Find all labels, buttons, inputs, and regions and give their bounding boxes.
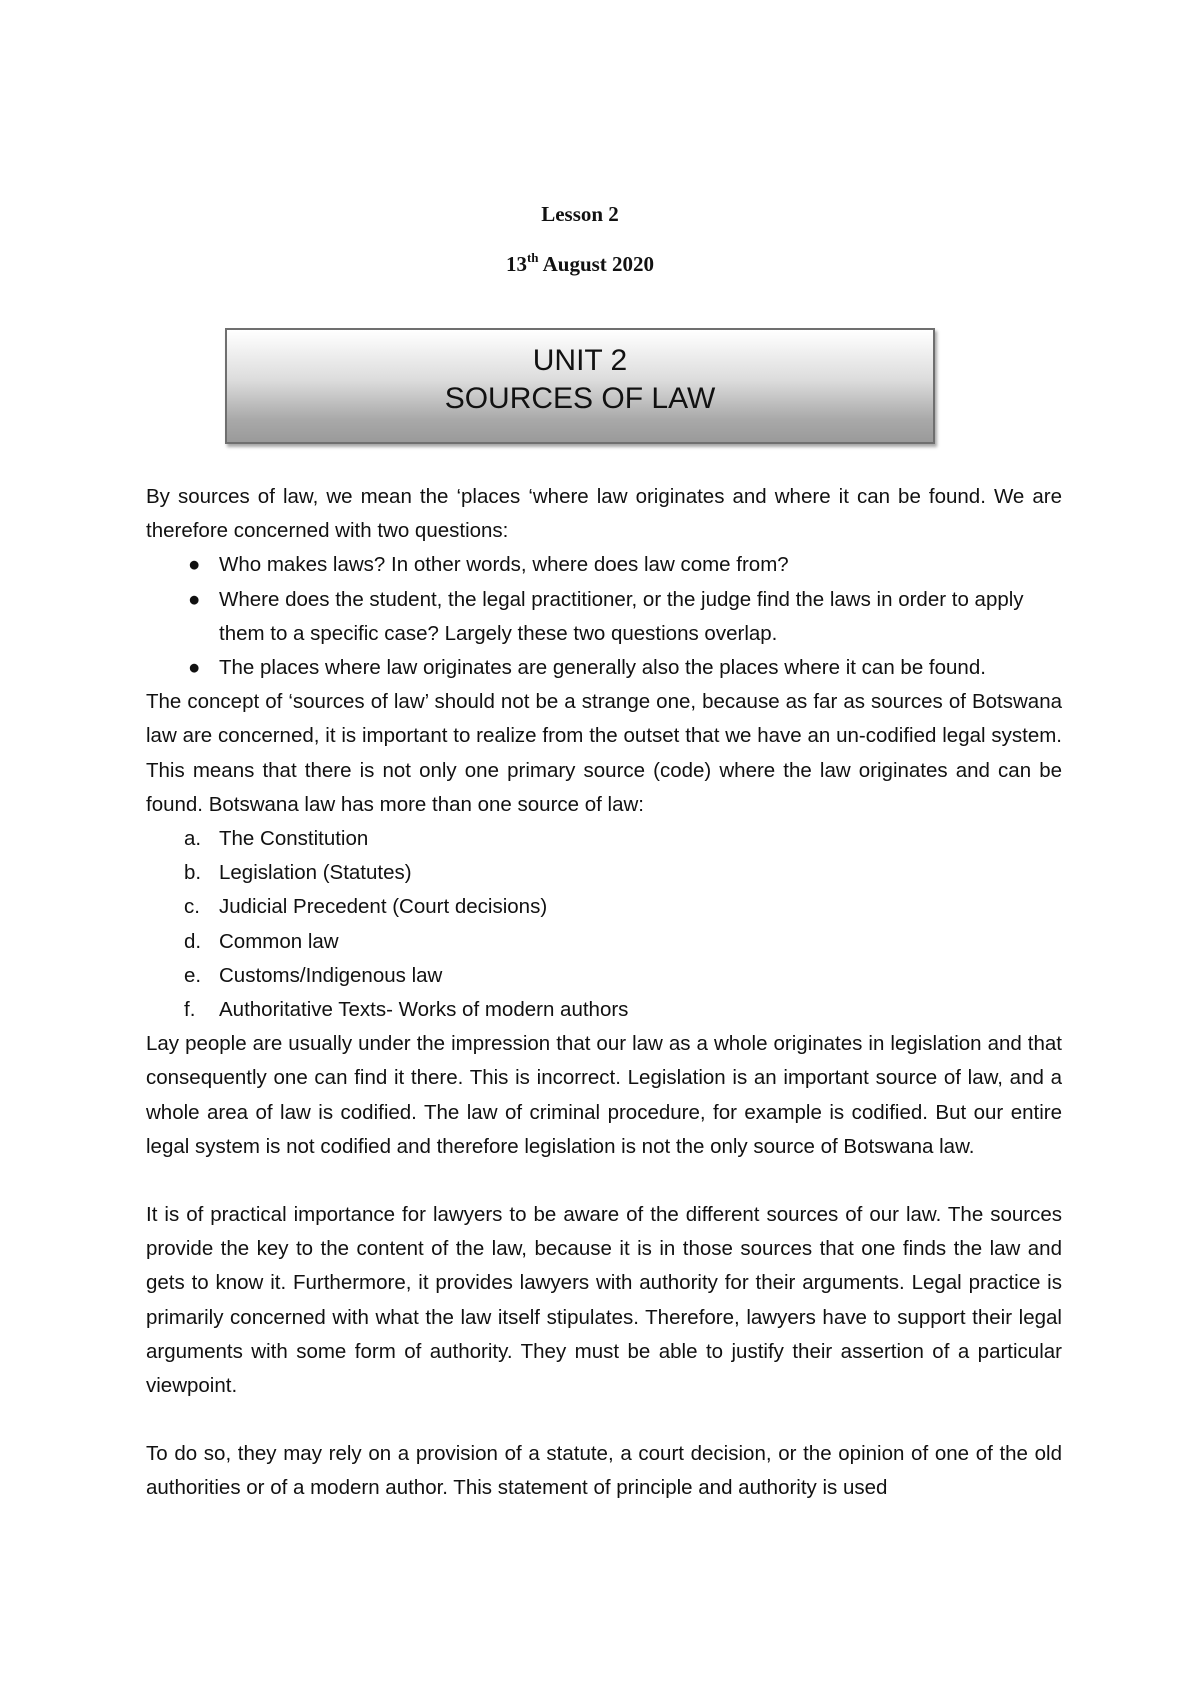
list-item [146, 583, 1062, 651]
document-body [146, 480, 1062, 1506]
concept-paragraph: The concept of ‘sources of law’ should not be a strange one, because as far as sources of Botswana law are concerned, it is important to realize from the outset that we have an un-codified legal system. This means that there is not only one primary source (code) where the law originates and can be found. Botswana law has more than one source of law: [146, 690, 1062, 816]
unit-title: SOURCES OF LAW [444, 382, 716, 415]
list-item [146, 856, 1062, 890]
unit-title-box [225, 328, 935, 444]
date-suffix: th [526, 250, 539, 265]
list-item-text: The Constitution [219, 827, 369, 851]
date-month-year: August 2020 [538, 252, 655, 276]
practical-importance-paragraph: It is of practical importance for lawyers to be aware of the different sources of our law. The sources provide the key to the content of the law, because it is in those sources that one finds the law and gets to know it. Furthermore, it provides lawyers with authority for their arguments. Legal practice is primarily concerned with what the law itself stipulates. Therefore, lawyers have to support their legal arguments with some form of authority. They must be able to justify their assertion of a particular viewpoint. [146, 1203, 1062, 1398]
list-item [146, 548, 1062, 582]
authority-paragraph: To do so, they may rely on a provision of a statute, a court decision, or the opinion of one of the old authorities or of a modern author. This statement of principle and authority is used [146, 1442, 1062, 1500]
list-item-text: Who makes laws? In other words, where does law come from? [219, 553, 789, 577]
list-marker: c. [184, 895, 200, 919]
list-item [146, 925, 1062, 959]
list-marker: b. [184, 861, 202, 885]
sources-list [146, 822, 1062, 1027]
list-marker: f. [184, 998, 196, 1022]
list-item-text: Customs/Indigenous law [219, 963, 443, 987]
lesson-heading: Lesson 2 [541, 202, 619, 226]
bullet-icon: ● [188, 587, 201, 611]
list-item-text: The places where law originates are generally also the places where it can be found. [219, 656, 986, 680]
bullet-icon: ● [188, 656, 201, 680]
list-item [146, 822, 1062, 856]
list-item [146, 651, 1062, 685]
questions-list [146, 548, 1062, 685]
intro-paragraph: By sources of law, we mean the ‘places ‘where law originates and where it can be found. We are therefore concerned with two questions: [146, 485, 1062, 543]
list-item [146, 959, 1062, 993]
list-item-text: Common law [219, 929, 339, 953]
list-item-text: Authoritative Texts- Works of modern authors [219, 998, 629, 1022]
unit-number: UNIT 2 [532, 344, 628, 377]
bullet-icon: ● [188, 553, 201, 577]
lay-people-paragraph: Lay people are usually under the impression that our law as a whole originates in legislation and that consequently one can find it there. This is incorrect. Legislation is an important source of law, and a whole area of law is codified. The law of criminal procedure, for example is codified. But our entire legal system is not codified and therefore legislation is not the only source of Botswana law. [146, 1032, 1062, 1158]
list-item-text: Judicial Precedent (Court decisions) [219, 895, 548, 919]
list-item-text: Where does the student, the legal practitioner, or the judge find the laws in order to apply them to a specific case? Largely these two questions overlap. [219, 587, 1024, 645]
list-marker: d. [184, 929, 202, 953]
list-marker: a. [184, 827, 202, 851]
date-day: 13 [505, 252, 527, 276]
list-item-text: Legislation (Statutes) [219, 861, 412, 885]
list-item [146, 993, 1062, 1027]
list-item [146, 890, 1062, 924]
lesson-date [0, 252, 1160, 277]
list-marker: e. [184, 963, 202, 987]
